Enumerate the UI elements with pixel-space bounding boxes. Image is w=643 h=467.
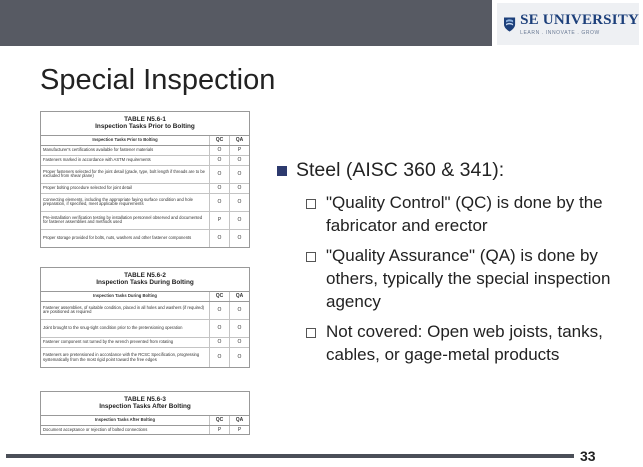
table-row xyxy=(41,183,249,193)
footer-divider xyxy=(6,454,574,458)
qa-cell: O xyxy=(230,165,250,183)
qa-cell: P xyxy=(230,425,250,434)
table-number: TABLE N5.6-3 xyxy=(124,396,166,403)
sub-bullet-text: Not covered: Open web joists, tanks, cables, or gage-metal products xyxy=(326,322,603,364)
qc-cell: O xyxy=(210,301,230,319)
sub-bullet xyxy=(306,244,627,313)
square-bullet-icon xyxy=(277,166,287,176)
table-header-row xyxy=(41,416,249,426)
table-number: TABLE N5.6-1 xyxy=(124,116,166,123)
table-row xyxy=(41,165,249,183)
bullet-main xyxy=(277,158,627,182)
task-cell: Proper bolting procedure selected for joint detail xyxy=(41,183,210,193)
qc-cell: O xyxy=(210,155,230,165)
column-header-task: Inspection Tasks Prior to Bolting xyxy=(41,136,210,146)
task-cell: Manufacturer's certifications available for fastener materials xyxy=(41,145,210,155)
table-row xyxy=(41,425,249,434)
table-title: Inspection Tasks During Bolting xyxy=(96,279,194,287)
table-row xyxy=(41,155,249,165)
logo-name: SE UNIVERSITY xyxy=(520,12,639,28)
table-title: Inspection Tasks After Bolting xyxy=(99,403,191,411)
task-cell: Connecting elements, including the appropriate faying surface condition and hole preparation, if specified, meet applicable requirements xyxy=(41,193,210,211)
qa-cell: O xyxy=(230,155,250,165)
table-prior-to-bolting xyxy=(40,111,250,248)
slide-title: Special Inspection xyxy=(40,64,276,96)
table-row xyxy=(41,337,249,347)
hollow-square-bullet-icon xyxy=(306,199,316,209)
qa-cell: O xyxy=(230,211,250,229)
task-cell: Fasteners marked in accordance with ASTM requirements xyxy=(41,155,210,165)
task-cell: Proper fasteners selected for the joint detail (grade, type, bolt length if threads are to be excluded from shear plane) xyxy=(41,165,210,183)
qa-cell: O xyxy=(230,319,250,337)
table-after-bolting xyxy=(40,391,250,435)
column-header-task: Inspection Tasks After Bolting xyxy=(41,416,210,426)
logo-tagline: LEARN . INNOVATE . GROW xyxy=(520,30,600,36)
qc-cell: O xyxy=(210,337,230,347)
logo-emblem-icon xyxy=(503,7,516,41)
table-row xyxy=(41,229,249,247)
qc-cell: O xyxy=(210,319,230,337)
column-header-task: Inspection Tasks During Bolting xyxy=(41,292,210,302)
qa-cell: P xyxy=(230,145,250,155)
page-number: 33 xyxy=(580,448,596,464)
table-row xyxy=(41,301,249,319)
table-number: TABLE N5.6-2 xyxy=(124,272,166,279)
table-row xyxy=(41,211,249,229)
qc-cell: O xyxy=(210,165,230,183)
table-header-row xyxy=(41,136,249,146)
qc-cell: O xyxy=(210,229,230,247)
column-header-qa: QA xyxy=(230,292,250,302)
table-title: Inspection Tasks Prior to Bolting xyxy=(95,123,195,131)
qc-cell: O xyxy=(210,183,230,193)
header-bar xyxy=(0,0,492,46)
sub-bullet xyxy=(306,320,627,366)
qa-cell: O xyxy=(230,193,250,211)
table-row xyxy=(41,319,249,337)
column-header-qc: QC xyxy=(210,136,230,146)
hollow-square-bullet-icon xyxy=(306,328,316,338)
qa-cell: O xyxy=(230,183,250,193)
hollow-square-bullet-icon xyxy=(306,252,316,262)
column-header-qc: QC xyxy=(210,292,230,302)
sub-bullet-text: "Quality Assurance" (QA) is done by others, typically the special inspection agency xyxy=(326,246,611,311)
qc-cell: P xyxy=(210,425,230,434)
table-row xyxy=(41,193,249,211)
table-heading xyxy=(41,392,249,416)
qc-cell: O xyxy=(210,145,230,155)
qa-cell: O xyxy=(230,337,250,347)
column-header-qc: QC xyxy=(210,416,230,426)
table-during-bolting xyxy=(40,267,250,368)
sub-bullet-text: "Quality Control" (QC) is done by the fabricator and erector xyxy=(326,193,603,235)
qc-cell: O xyxy=(210,193,230,211)
qa-cell: O xyxy=(230,347,250,367)
task-cell: Fastener component not turned by the wrench prevented from rotating xyxy=(41,337,210,347)
qa-cell: O xyxy=(230,229,250,247)
qa-cell: O xyxy=(230,301,250,319)
sub-bullet xyxy=(306,191,627,237)
qc-cell: P xyxy=(210,211,230,229)
bullet-list xyxy=(277,158,627,366)
bullet-main-text: Steel (AISC 360 & 341): xyxy=(296,159,505,181)
table-heading xyxy=(41,112,249,136)
table-row xyxy=(41,347,249,367)
column-header-qa: QA xyxy=(230,136,250,146)
task-cell: Pre-installation verification testing by installation personnel observed and documented for fastener assemblies and methods used xyxy=(41,211,210,229)
table-heading xyxy=(41,268,249,292)
table-header-row xyxy=(41,292,249,302)
table-row xyxy=(41,145,249,155)
column-header-qa: QA xyxy=(230,416,250,426)
task-cell: Document acceptance or rejection of bolted connections xyxy=(43,426,148,432)
task-cell: Fastener assemblies, of suitable condition, placed in all holes and washers (if required) are positioned as required xyxy=(41,301,210,319)
task-cell: Fasteners are pretensioned in accordance with the RCSC Specification, progressing systematically from the most rigid point toward the free edges xyxy=(43,351,200,362)
university-logo xyxy=(497,3,639,45)
task-cell: Proper storage provided for bolts, nuts, washers and other fastener components xyxy=(43,235,192,241)
qc-cell: O xyxy=(210,347,230,367)
task-cell: Joint brought to the snug-tight condition prior to the pretensioning operation xyxy=(41,319,210,337)
